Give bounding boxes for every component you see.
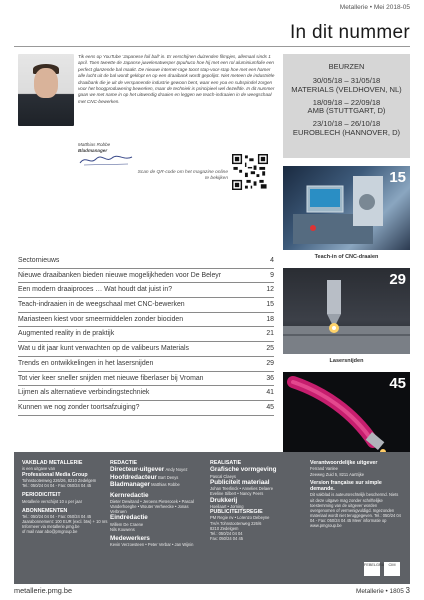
toc-row[interactable] bbox=[18, 342, 274, 357]
toc-title: Sectornieuws bbox=[18, 257, 60, 264]
toc-page: 45 bbox=[266, 403, 274, 411]
toc-page: 4 bbox=[270, 257, 274, 264]
colophon-heading: REDACTIE bbox=[110, 460, 138, 466]
role: Hoofdredacteur bbox=[110, 473, 157, 481]
toc-page: 9 bbox=[270, 271, 274, 279]
role: Medewerkers bbox=[110, 534, 150, 542]
table-of-contents bbox=[18, 254, 274, 416]
colophon-col-production bbox=[210, 460, 302, 541]
publisher-address: Tohnstootenweg 226/26, 8210 Zedelgem Tel.: 050/24 04 04 - Fax: 050/24 04 45 bbox=[22, 477, 97, 488]
page-title: In dit nummer bbox=[289, 22, 410, 43]
toc-title: Augmented reality in de praktijk bbox=[18, 330, 115, 338]
editorial-text: Tik eens op YouTube 'Japanese foil ball' in. Er verschijnen duizenden filmpjes, allemaal sinds 1 april. Toen tweette de Japanse juwelenatwerper Ippuhuco hoe hij met een rol aluminiumfolie een perfect glanzende bal maakt. De nieuwe internet-rage toont stap-voor-stap hoe met een hamer alle lucht uit de bal wordt geklopt en op een draaibank wordt gepolijst. Niet meteen de industriële draaibank die je uit de verspanende industrie gewoon bent, waar een yoa en subspindel zorgen voor het hoogproduwering bewerken, maar de techniek is principieel wel dezelfde. In dit nummer gaan we met name in op het uitwendig draaien en leggen we teach-indraaien in de weegschaal met CNC-bewerken. bbox=[78, 54, 275, 104]
colophon-heading: VAKBLAD METALLERIE bbox=[22, 460, 83, 466]
thumbnail-cnc[interactable] bbox=[283, 166, 410, 250]
colophon-heading: Version française sur simple demande. bbox=[310, 479, 382, 492]
colophon-text: Tel.: 050/24 04 04 - Fax: 050/24 04 45 Jaarabonnement: 100 EUR (excl. btw) + 10 nrs Informeer via metallerie.pmg.be of mail naar abo@pmgroup.be bbox=[22, 514, 108, 535]
events-box bbox=[283, 54, 410, 158]
event-item: 23/10/18 – 26/10/18 EUROBLECH (HANNOVER, D) bbox=[292, 119, 401, 137]
person: Johan Teerlinck • Annelies Delaere Eveline Silbert • Nancy Peers bbox=[210, 486, 274, 497]
role: Grafische vormgeving bbox=[210, 466, 277, 474]
toc-title: Nieuwe draaibanken bieden nieuwe mogelijkheden voor De Beleyr bbox=[18, 271, 222, 279]
toc-row[interactable] bbox=[18, 283, 274, 298]
toc-title: Trends en ontwikkelingen in het lasersnijden bbox=[18, 359, 154, 367]
role: Publiciteit materiaal bbox=[210, 478, 270, 486]
toc-row[interactable] bbox=[18, 254, 274, 269]
person: PM Regie nv • Lorenzo Debeyne TH/A Tohnstootenweg 226/6 8210 Zedelgem Tel.: 050/24 04 04 Fax: 050/24 04 45 bbox=[210, 515, 270, 541]
website-link[interactable]: metallerie.pmg.be bbox=[14, 586, 72, 595]
toc-page: 12 bbox=[266, 286, 274, 294]
role: Kernredactie bbox=[110, 491, 149, 499]
thumbnail-laser[interactable] bbox=[283, 268, 410, 354]
qr-caption: Scan de QR-code om het magazine online te bekijken bbox=[137, 170, 228, 182]
header-magazine-line: Metallerie • Mei 2018-05 bbox=[339, 4, 410, 11]
colophon-text: Metallerie verschijnt 10 x per jaar bbox=[22, 498, 83, 504]
toc-title: Mariasteen kiest voor smeermiddelen zonder biociden bbox=[18, 315, 184, 323]
toc-row[interactable] bbox=[18, 357, 274, 372]
toc-title: Tot vier keer sneller snijden met nieuwe fiberlaser bij Vroman bbox=[18, 374, 204, 382]
toc-page: 25 bbox=[266, 345, 274, 353]
person: Matthias Robbe bbox=[151, 482, 180, 488]
page-number: 3 bbox=[405, 586, 410, 595]
febelgra-badge: FEBELGRA bbox=[364, 562, 380, 576]
toc-row[interactable] bbox=[18, 372, 274, 387]
thumbnail-page-number: 45 bbox=[389, 375, 406, 392]
toc-row[interactable] bbox=[18, 269, 274, 284]
toc-row[interactable] bbox=[18, 327, 274, 342]
toc-row[interactable] bbox=[18, 386, 274, 401]
event-item: 18/09/18 – 22/09/18 AMB (STUTTGART, D) bbox=[307, 97, 386, 116]
colophon-heading: ABONNEMENTEN bbox=[22, 507, 68, 514]
person: Kevin Verzoesteen • Peter Verbar • Jan Wijnin bbox=[110, 542, 194, 548]
toc-title: Teach-indraaien in de weegschaal met CNC-bewerken bbox=[18, 301, 185, 309]
toc-page: 15 bbox=[266, 301, 274, 309]
qr-code[interactable] bbox=[232, 154, 268, 190]
thumbnail-caption: Lasersnijden bbox=[329, 358, 364, 364]
title-rule bbox=[14, 46, 410, 47]
colophon-heading: PERIODICITEIT bbox=[22, 492, 61, 499]
thumbnail-page-number: 29 bbox=[389, 271, 406, 288]
events-title: BEURZEN bbox=[328, 62, 365, 71]
publisher-name: Professional Media Group bbox=[22, 471, 88, 478]
footer-bar bbox=[14, 586, 410, 598]
signature-image bbox=[78, 153, 134, 167]
person: Willem De Craene Nils Kouwens bbox=[110, 521, 144, 532]
cim-badge: CIM bbox=[384, 562, 400, 576]
toc-title: Kunnen we nog zonder toortsafzuiging? bbox=[18, 403, 140, 411]
author-portrait bbox=[18, 54, 74, 126]
toc-row[interactable] bbox=[18, 298, 274, 313]
toc-page: 18 bbox=[266, 315, 274, 323]
role: Drukkerij bbox=[210, 496, 238, 504]
colophon-text: is een uitgave van bbox=[22, 466, 55, 472]
toc-title: Een modern draaiproces … Wat houdt dat juist in? bbox=[18, 286, 173, 294]
thumbnail-caption: Teach-in of CNC-draaien bbox=[314, 254, 379, 260]
person: Hoeilaart • Jorning bbox=[210, 503, 244, 509]
person: Bart Denys bbox=[158, 474, 179, 480]
role: Directeur-uitgever bbox=[110, 466, 165, 474]
colophon-col-editorial bbox=[110, 460, 206, 547]
author-name: Matthias Robbe bbox=[78, 142, 111, 147]
person: Andy Noyez bbox=[165, 467, 188, 473]
thumbnail-torch[interactable] bbox=[283, 372, 410, 458]
page-footer bbox=[356, 586, 410, 595]
person: Pascal Claeys bbox=[210, 473, 236, 479]
thumbnail-page-number: 15 bbox=[389, 169, 406, 186]
author-role: Bladmanager bbox=[78, 148, 108, 153]
toc-row[interactable] bbox=[18, 313, 274, 328]
person: Ferrand Vanlee Zeeweg Zuid 5, 8211 Aartrijke bbox=[310, 466, 365, 477]
toc-title: Wat u dit jaar kunt verwachten op de valibeurs Materials bbox=[18, 345, 189, 353]
toc-page: 36 bbox=[266, 374, 274, 382]
toc-page: 21 bbox=[266, 330, 274, 338]
toc-page: 41 bbox=[266, 389, 274, 397]
toc-title: Lijmen als alternatieve verbindingstechniek bbox=[18, 389, 150, 397]
colophon-heading: PUBLICITEITSREGIE bbox=[210, 509, 263, 515]
person: Dieter Dewitand • Jeroens Pieterocek • Pascal Vanderhoeghe • Wouter Verheecke • Jonas Verbruen bbox=[110, 499, 194, 515]
page-label: Metallerie • 1805 bbox=[356, 588, 404, 595]
colophon-heading: REALISATIE bbox=[210, 460, 242, 466]
legal-text: Dit vakblad is auteursrechtelijk beschermd. Niets uit deze uitgave mag zonder schriftelijke toestemming van de uitgever worden overgenomen of vermenigvuldigd. Ingezonden materiaal wordt niet teruggegeven. Tel.: 050/24 04 04 - Fax: 050/24 04 45 Meer informatie op www.pmgroup.be bbox=[310, 492, 401, 528]
role: Bladmanager bbox=[110, 481, 150, 489]
event-item: 30/05/18 – 31/05/18 MATERIALS (VELDHOVEN, NL) bbox=[291, 76, 402, 94]
colophon-col-publisher bbox=[22, 460, 114, 534]
toc-page: 29 bbox=[266, 359, 274, 367]
colophon-col-legal bbox=[310, 460, 402, 528]
role: Eindredactie bbox=[110, 514, 148, 522]
colophon-heading: Verantwoordelijke uitgever bbox=[310, 460, 378, 466]
toc-row[interactable] bbox=[18, 401, 274, 416]
colophon bbox=[14, 452, 410, 584]
